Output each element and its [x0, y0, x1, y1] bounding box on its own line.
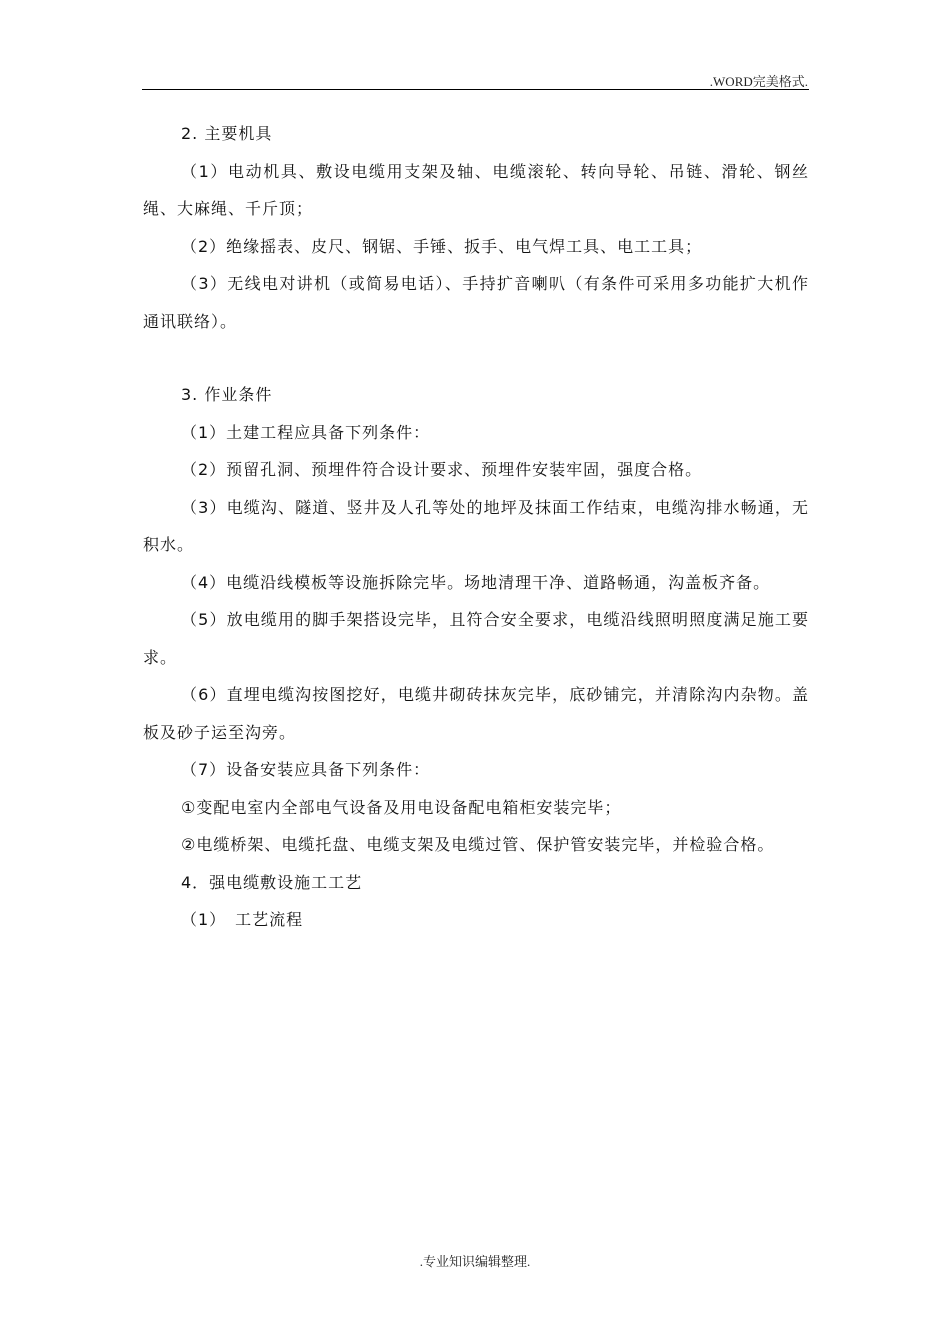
paragraph: （3）无线电对讲机（或简易电话）、手持扩音喇叭（有条件可采用多功能扩大机作通讯联络）。 — [143, 274, 809, 331]
paragraph: （6）直埋电缆沟按图挖好，电缆井砌砖抹灰完毕，底砂铺完，并清除沟内杂物。盖板及砂子运至沟旁。 — [143, 685, 809, 742]
section-heading-tools: 2. 主要机具 — [181, 124, 273, 143]
paragraph: （2）预留孔洞、预埋件符合设计要求、预埋件安装牢固，强度合格。 — [181, 460, 703, 479]
paragraph: （5）放电缆用的脚手架搭设完毕，且符合安全要求，电缆沿线照明照度满足施工要求。 — [143, 610, 809, 667]
page-footer: .专业知识编辑整理. — [419, 1254, 531, 1269]
page-header: .WORD完美格式. — [709, 74, 808, 89]
section-heading-process: 4．强电缆敷设施工工艺 — [181, 872, 363, 892]
section-spacer — [143, 340, 809, 376]
paragraph: （3）电缆沟、隧道、竖井及人孔等处的地坪及抹面工作结束，电缆沟排水畅通，无积水。 — [143, 497, 809, 554]
paragraph: （1）土建工程应具备下列条件： — [181, 422, 431, 442]
paragraph: （1）电动机具、敷设电缆用支架及轴、电缆滚轮、转向导轮、吊链、滑轮、钢丝绳、大麻绳、千斤顶； — [143, 161, 809, 218]
section-heading-conditions: 3. 作业条件 — [181, 385, 273, 404]
list-item: ②电缆桥架、电缆托盘、电缆支架及电缆过管、保护管安装完毕，并检验合格。 — [181, 835, 775, 854]
document-body — [143, 115, 809, 939]
paragraph: （7）设备安装应具备下列条件： — [181, 760, 431, 779]
paragraph: （2）绝缘摇表、皮尺、钢锯、手锤、扳手、电气焊工具、电工工具； — [181, 236, 703, 256]
paragraph: （4）电缆沿线模板等设施拆除完毕。场地清理干净、道路畅通，沟盖板齐备。 — [181, 572, 771, 592]
list-item: ①变配电室内全部电气设备及用电设备配电箱柜安装完毕； — [181, 797, 622, 817]
header-rule — [142, 89, 809, 90]
paragraph: （1） 工艺流程 — [181, 910, 304, 929]
